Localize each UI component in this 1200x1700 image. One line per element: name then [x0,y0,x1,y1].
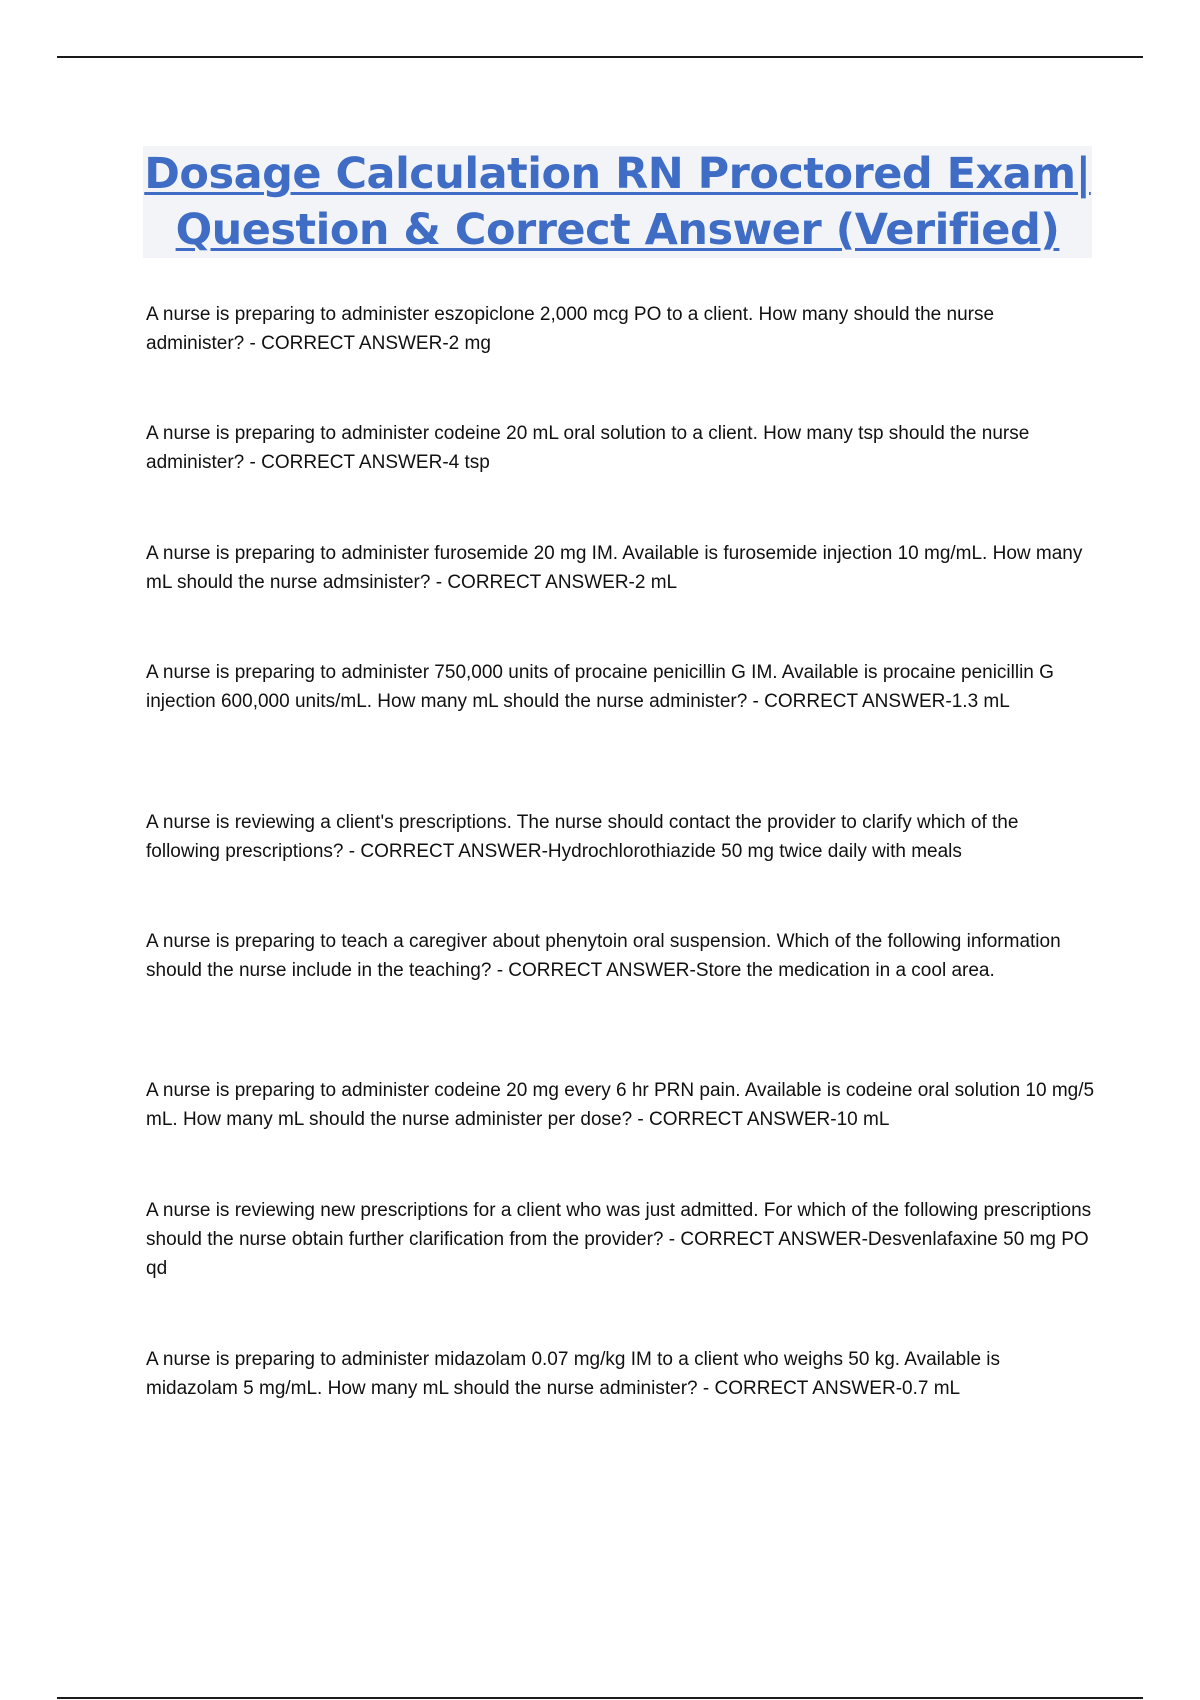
title-line-2: Question & Correct Answer (Verified) [175,205,1060,255]
title-line-1: Dosage Calculation RN Proctored Exam| [144,149,1091,199]
question-item-8: A nurse is reviewing new prescriptions for a client who was just admitted. For which of the following prescriptions should the nurse obtain further clarification from the provider? - CORRECT ANSWER-Desvenlafaxine 50 mg PO qd [146,1200,1092,1279]
question-item-3: A nurse is preparing to administer furosemide 20 mg IM. Available is furosemide injection 10 mg/mL. How many mL should the nurse admsinister? - CORRECT ANSWER-2 mL [146,543,1083,593]
question-item-9: A nurse is preparing to administer midazolam 0.07 mg/kg IM to a client who weighs 50 kg. Available is midazolam 5 mg/mL. How many mL should the nurse administer? - CORRECT ANSWER-0.7 mL [146,1349,1001,1399]
question-item-6: A nurse is preparing to teach a caregiver about phenytoin oral suspension. Which of the following information should the nurse include in the teaching? - CORRECT ANSWER-Store the medication in a cool area. [146,931,1061,981]
question-item-2: A nurse is preparing to administer codeine 20 mL oral solution to a client. How many tsp should the nurse administer? - CORRECT ANSWER-4 tsp [146,423,1030,473]
question-item-5: A nurse is reviewing a client's prescriptions. The nurse should contact the provider to clarify which of the following prescriptions? - CORRECT ANSWER-Hydrochlorothiazide 50 mg twice daily with meals [146,812,1019,862]
document-title [143,146,1092,258]
top-rule [57,56,1143,58]
question-item-7: A nurse is preparing to administer codeine 20 mg every 6 hr PRN pain. Available is codeine oral solution 10 mg/5 mL. How many mL should the nurse administer per dose? - CORRECT ANSWER-10 mL [146,1080,1095,1130]
bottom-rule [57,1697,1143,1699]
question-item-4: A nurse is preparing to administer 750,000 units of procaine penicillin G IM. Available is procaine penicillin G injection 600,000 units/mL. How many mL should the nurse administer? - CORRECT ANSWER-1.3 mL [146,662,1054,712]
question-item-1: A nurse is preparing to administer eszopiclone 2,000 mcg PO to a client. How many should the nurse administer? - CORRECT ANSWER-2 mg [146,304,995,354]
